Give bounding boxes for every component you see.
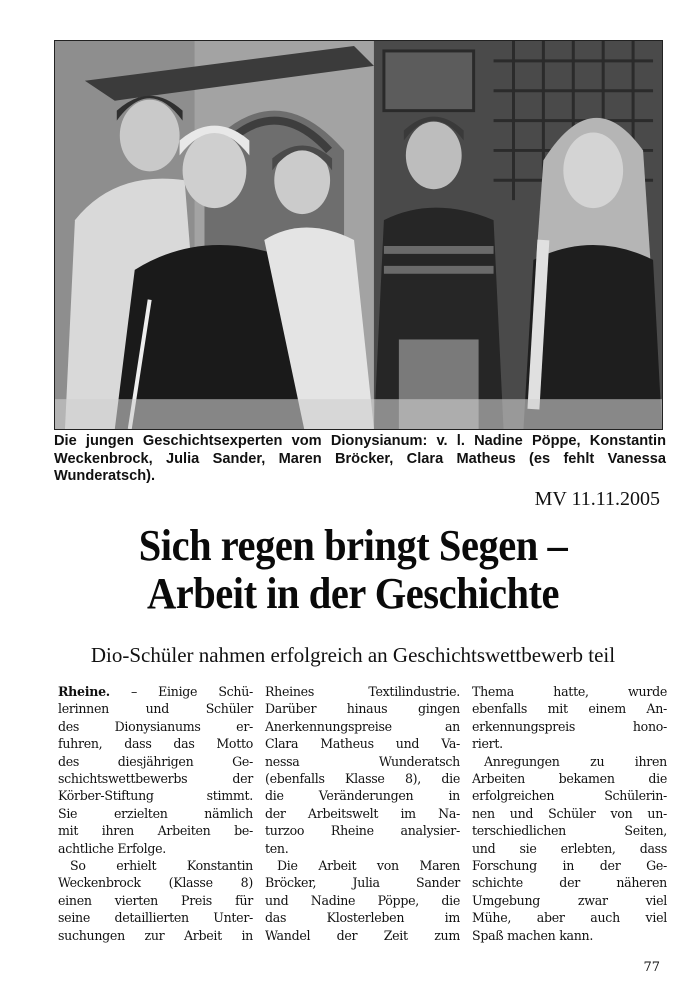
- text-line: Mühe, aber auch viel: [472, 910, 667, 926]
- headline-line-2: Arbeit in der Geschichte: [146, 569, 560, 618]
- article-column-2: [265, 683, 460, 944]
- text-line: Thema hatte, wurde: [472, 684, 667, 699]
- text-line: nessa Wunderatsch: [265, 753, 460, 769]
- text-line: des Dionysianums er-: [58, 718, 253, 734]
- text-line: und Nadine Pöppe, die: [265, 892, 460, 908]
- source-date: MV 11.11.2005: [534, 488, 660, 510]
- photo-caption: Die jungen Geschichtsexperten vom Dionysianum: v. l. Nadine Pöppe, Konstantin Weckenbrock, Julia Sander, Maren Bröcker, Clara Matheus (es fehlt Vanessa Wunderatsch).: [54, 433, 666, 484]
- text-line: lerinnen und Schüler: [58, 701, 253, 717]
- text-line: Anerkennungspreise an: [265, 718, 460, 734]
- text-line: erfolgreichen Schülerin-: [472, 788, 667, 804]
- headline-line-1: Sich regen bringt Segen –: [138, 521, 568, 570]
- text-line: Clara Matheus und Va-: [265, 736, 460, 752]
- text-line: die Veränderungen in: [265, 788, 460, 804]
- text-line: Körber-Stiftung stimmt.: [58, 788, 253, 804]
- text-line: schichte der näheren: [472, 875, 667, 891]
- dateline: Rheine.: [58, 684, 110, 699]
- text-line: und sie erlebten, dass: [472, 840, 667, 856]
- article-body: [58, 683, 668, 944]
- article-column-1: [58, 683, 253, 944]
- text-line: ten.: [265, 840, 289, 856]
- text-line: So erhielt Konstantin: [70, 858, 253, 874]
- text-line: schichtswettbewerbs der: [58, 771, 253, 787]
- group-photo-illustration: [55, 41, 662, 429]
- text-line: suchungen zur Arbeit in: [58, 927, 253, 943]
- text-line: riert.: [472, 736, 503, 752]
- text-line: Rheines Textilindustrie.: [265, 684, 460, 699]
- text-line: achtliche Erfolge.: [58, 840, 167, 856]
- text-line: Sie erzielten nämlich: [58, 805, 253, 821]
- text-line: einen vierten Preis für: [58, 892, 253, 908]
- text-line: turzoo Rheine analysier-: [265, 823, 460, 839]
- text-line: der Arbeitswelt im Na-: [265, 805, 460, 821]
- text-line: Die Arbeit von Maren: [277, 858, 460, 874]
- text-line: Anregungen zu ihren: [484, 753, 667, 769]
- text-line: Wandel der Zeit zum: [265, 927, 460, 943]
- article-photo: [54, 40, 663, 430]
- text-line: des diesjährigen Ge-: [58, 753, 253, 769]
- text-line: mit ihren Arbeiten be-: [58, 823, 253, 839]
- text-line: (ebenfalls Klasse 8), die: [265, 771, 460, 787]
- article-column-3: [472, 683, 667, 944]
- text-line: fuhren, dass das Motto: [58, 736, 253, 752]
- text-line: Rheine. – Einige Schü-: [58, 684, 253, 699]
- text-line: ebenfalls mit einem An-: [472, 701, 667, 717]
- text-line: Weckenbrock (Klasse 8): [58, 875, 253, 891]
- text-line: Bröcker, Julia Sander: [265, 875, 460, 891]
- text-line: erkennungspreis hono-: [472, 718, 667, 734]
- text-line: seine detaillierten Unter-: [58, 910, 253, 926]
- text-line: terschiedlichen Seiten,: [472, 823, 667, 839]
- text-line: nen und Schüler von un-: [472, 805, 667, 821]
- text-line: Darüber hinaus gingen: [265, 701, 460, 717]
- text-line: Forschung in der Ge-: [472, 858, 667, 874]
- subtitle: Dio-Schüler nahmen erfolgreich an Geschichtswettbewerb teil: [90, 643, 616, 667]
- text-line: Umgebung zwar viel: [472, 892, 667, 908]
- text-line: Arbeiten bekamen die: [472, 771, 667, 787]
- page-number: 77: [643, 960, 660, 975]
- text-line: Spaß machen kann.: [472, 927, 594, 943]
- text-line: das Klosterleben im: [265, 910, 460, 926]
- headline: [65, 522, 641, 618]
